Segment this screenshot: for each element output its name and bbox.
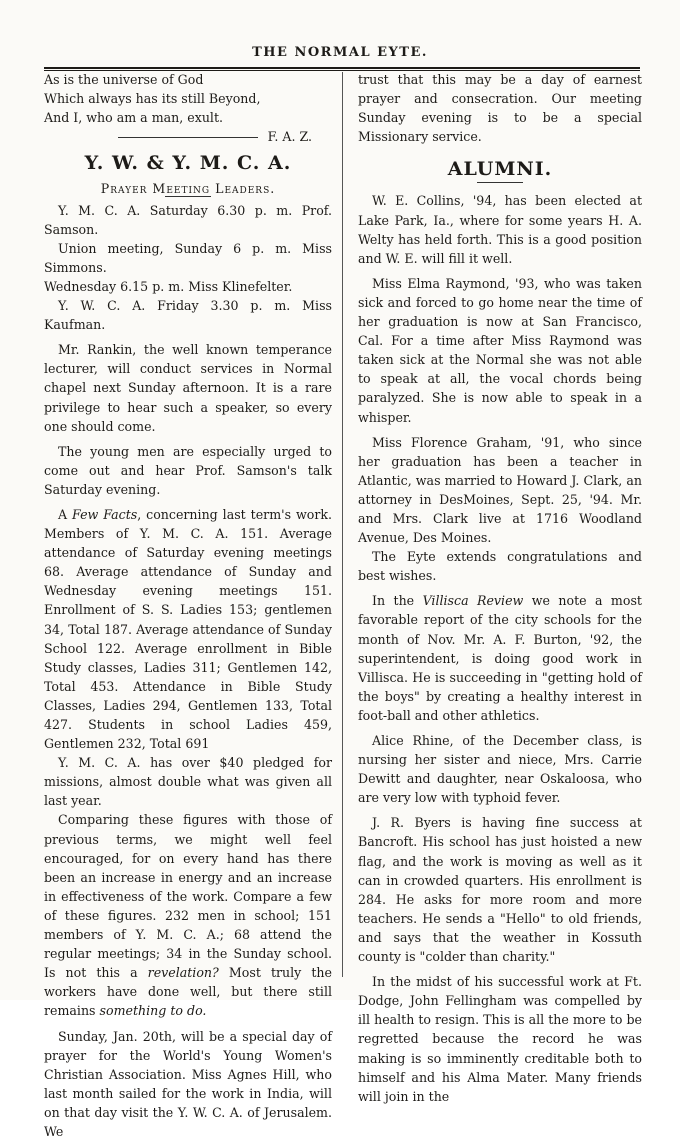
alumni-item-congratulations: The Eyte extends congratulations and best wishes.: [358, 547, 642, 585]
leader-line: Wednesday 6.15 p. m. Miss Klinefelter.: [44, 277, 332, 296]
prayer-leaders-subheading: Prayer Meeting Leaders.: [44, 179, 332, 198]
signature-text: F. A. Z.: [268, 129, 312, 144]
alumni-item-villisca: [358, 591, 642, 725]
right-column: [358, 70, 642, 1106]
italic-text: revelation?: [148, 965, 219, 980]
alumni-heading-rule: [477, 182, 523, 183]
text-run: Comparing these figures with those of previous terms, we might well feel encouraged, for on every hand has there been an increase in energy and an increase in effectiveness of the work. Compare a few of these figures. 232 men in school; 151 members of Y. M. C. A.; 68 attend the regular meetings; 34 in the Sunday school. Is not this a: [44, 812, 332, 980]
italic-text: Villisca Review: [423, 593, 524, 608]
leader-line: Union meeting, Sunday 6 p. m. Miss Simmons.: [44, 239, 332, 277]
alumni-item-raymond: Miss Elma Raymond, '93, who was taken sick and forced to go home near the time of her graduation is now at San Francisco, Cal. For a time after Miss Raymond was taken sick at the Normal she was not able to speak at all, the vocal chords being paralyzed. She is now able to speak in a whisper.: [358, 274, 642, 427]
poem-line: And I, who am a man, exult.: [44, 108, 332, 127]
poem-line: Which always has its still Beyond,: [44, 89, 332, 108]
page-header-title: THE NORMAL EYTE.: [40, 45, 640, 60]
italic-text: something to do.: [100, 1003, 207, 1018]
paragraph-comparing: [44, 810, 332, 1020]
text-run: Most truly the workers have done well, but there still remains: [44, 965, 332, 1018]
alumni-item-graham: Miss Florence Graham, '91, who since her graduation has been a teacher in Atlantic, was married to Howard J. Clark, an attorney in DesMoines, Sept. 25, '94. Mr. and Mrs. Clark live at 1716 Woodland Avenue, Des Moines.: [358, 433, 642, 548]
alumni-heading: ALUMNI.: [358, 160, 642, 179]
text-run: we note a most favorable report of the city schools for the month of Nov. Mr. A. F. Burton, '92, the superintendent, is doing good work in Villisca. He is succeeding in "getting hold of the boys" by creating a healthy interest in foot-ball and other athletics.: [358, 593, 642, 723]
italic-text: Few Facts: [72, 507, 137, 522]
leader-line: Y. W. C. A. Friday 3.30 p. m. Miss Kaufman.: [44, 296, 332, 334]
paragraph-missions: Y. M. C. A. has over $40 pledged for missions, almost double what was given all last year.: [44, 753, 332, 810]
paragraph-rankin: Mr. Rankin, the well known temperance lecturer, will conduct services in Normal chapel next Sunday afternoon. It is a rare privilege to hear such a speaker, so every one should come.: [44, 340, 332, 435]
leader-line: Y. M. C. A. Saturday 6.30 p. m. Prof. Samson.: [44, 201, 332, 239]
paragraph-young-men: The young men are especially urged to come out and hear Prof. Samson's talk Saturday evening.: [44, 442, 332, 499]
left-column: [44, 70, 332, 1141]
alumni-item-rhine: Alice Rhine, of the December class, is nursing her sister and niece, Mrs. Carrie Dewitt and daughter, near Oskaloosa, who are very low with typhoid fever.: [358, 731, 642, 807]
paragraph-few-facts: [44, 505, 332, 753]
text-run: A: [58, 507, 67, 522]
paragraph-continuation: trust that this may be a day of earnest prayer and consecration. Our meeting Sunday evening is to be a special Missionary service.: [358, 70, 642, 146]
header-rule-thick: [44, 67, 640, 69]
text-run: , concerning last term's work. Members of Y. M. C. A. 151. Average attendance of Saturday evening meetings 68. Average attendance of Sunday and Wednesday evening meetings 151. Enrollment of S. S. Ladies 153; gentlemen 34, Total 187. Average attendance of Sunday School 122. Average enrollment in Bible Study classes, Ladies 311; Gentlemen 142, Total 453. Attendance in Bible Study Classes, Ladies 294, Gentlemen 133, Total 427. Students in school Ladies 459, Gentlemen 232, Total 691: [44, 507, 332, 751]
text-run: In the: [372, 593, 414, 608]
alumni-item-fellingham: In the midst of his successful work at Ft. Dodge, John Fellingham was compelled by ill health to resign. This is all the more to be regretted because the record he was making is so imminently creditable both to himself and his Alma Mater. Many friends will join in the: [358, 972, 642, 1106]
alumni-item-collins: W. E. Collins, '94, has been elected at Lake Park, Ia., where for some years H. A. Welty has held forth. This is a good position and W. E. will fill it well.: [358, 191, 642, 267]
signature-rule: [118, 137, 258, 138]
paragraph-prayer-day: Sunday, Jan. 20th, will be a special day of prayer for the World's Young Women's Christian Association. Miss Agnes Hill, who last month sailed for the work in India, will on that day visit the Y. W. C. A. of Jerusalem. We: [44, 1027, 332, 1141]
poem-line: As is the universe of God: [44, 70, 332, 89]
ymca-heading: Y. W. & Y. M. C. A.: [44, 154, 332, 173]
column-divider: [342, 72, 343, 977]
poem-signature: [44, 127, 332, 146]
alumni-item-byers: J. R. Byers is having fine success at Bancroft. His school has just hoisted a new flag, and the work is moving as well as it can in crowded quarters. His enrollment is 284. He asks for more room and more teachers. He sends a "Hello" to old friends, and says that the weather in Kossuth county is "colder than charity.": [358, 813, 642, 966]
